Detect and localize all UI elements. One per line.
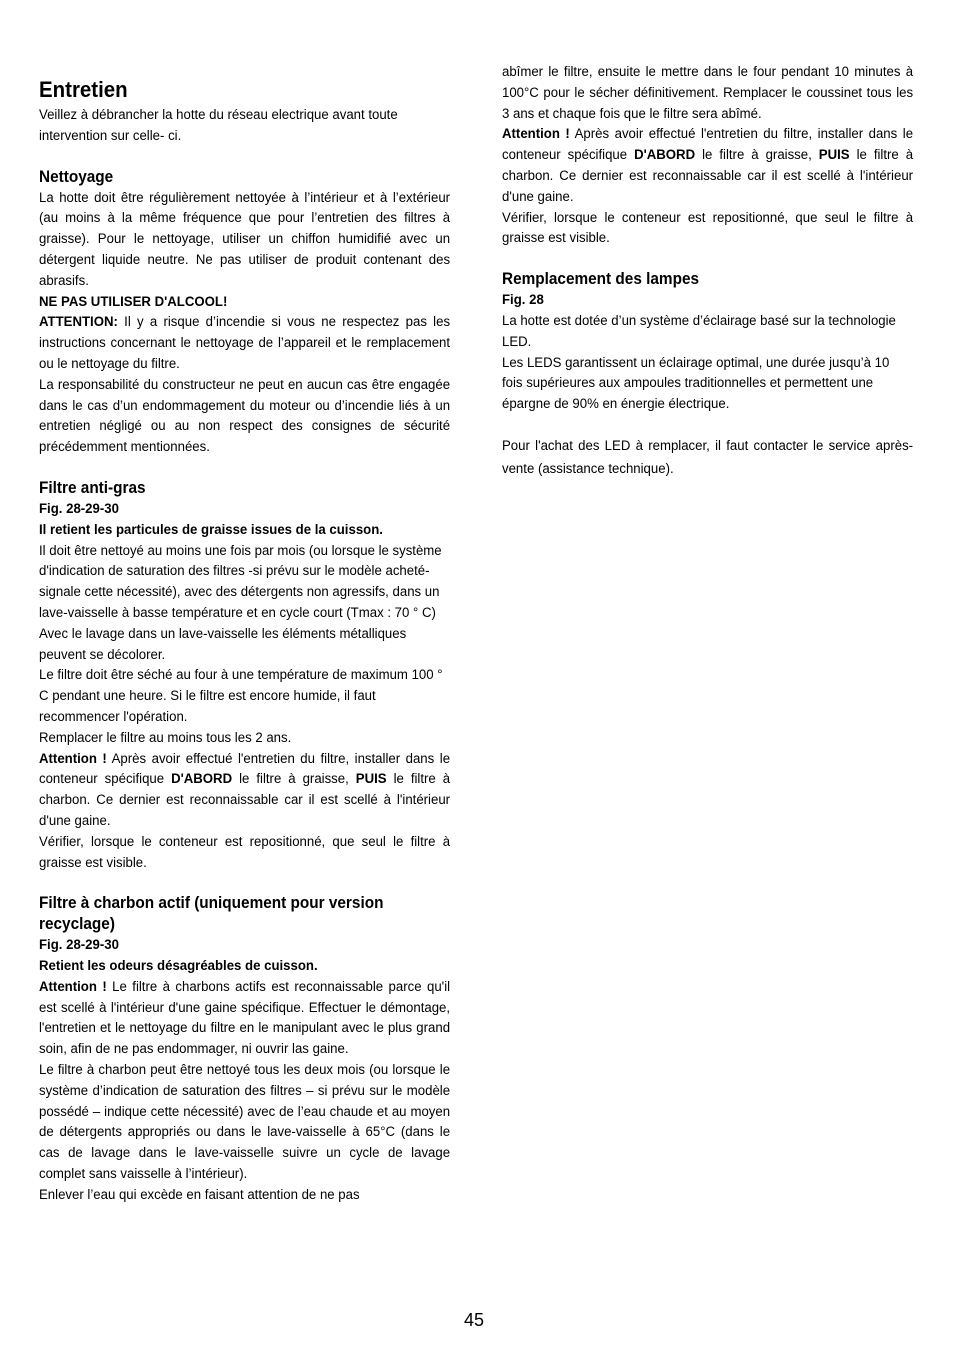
- filtre-charbon-attention: [502, 124, 913, 207]
- filtre-gras-paragraph: Vérifier, lorsque le conteneur est repositionné, que seul le filtre à graisse est visible.: [39, 833, 451, 871]
- attention-text: Le filtre à charbons actifs est reconnaissable parce qu'il est scellé à l'intérieur d'une gaine spécifique. Effectuer le démontage, l'entretien et le nettoyage du filtre en le manipulant avec le plus grand soin, afin de ne pas endommager, ni ouvrir las gaine.: [39, 978, 451, 1058]
- filtre-gras-paragraph: Remplacer le filtre au moins tous les 2 ans.: [39, 729, 292, 746]
- lampes-paragraph: Pour l'achat des LED à remplacer, il faut contacter le service après-vente (assistance technique).: [502, 437, 914, 477]
- filtre-gras-attention: [39, 749, 450, 832]
- responsibility-paragraph: La responsabilité du constructeur ne peut en aucun cas être engagée dans le cas d’un endommagement du moteur ou d’incendie liés à un entretien négligé ou au non respect des consignes de sécurité précédemment mentionnées.: [39, 376, 451, 456]
- lampes-paragraph: La hotte est dotée d’un système d’éclairage basé sur la technologie LED.: [502, 312, 896, 350]
- heading-filtre-anti-gras: Filtre anti-gras: [39, 478, 146, 497]
- filtre-charbon-paragraph: Le filtre à charbon peut être nettoyé tous les deux mois (ou lorsque le système d’indication de saturation des filtres – si prévu sur le modèle possédé – indique cette nécessité) avec de l’eau chaude et au moyen de détergents appropriés ou dans le lave-vaisselle à 65°C (dans le cas de lavage dans le lave-vaisselle suivre un cycle de lavage complet sans vaisselle à l’intérieur).: [39, 1062, 451, 1183]
- attention-text: le filtre à charbon. Ce dernier est reconnaissable car il est scellé à l'intérieur d'une gaine.: [39, 771, 451, 829]
- filtre-charbon-paragraph: Enlever l’eau qui excède en faisant attention de ne pas: [39, 1186, 360, 1203]
- fig-reference: Fig. 28-29-30: [39, 937, 119, 954]
- nettoyage-paragraph: La hotte doit être régulièrement nettoyée à l’intérieur et à l’extérieur (au moins à la même fréquence que pour l’entretien des filtres à graisse). Pour le nettoyage, utiliser un chiffon humidifié avec un détergent liquide neutre. Ne pas utiliser de produit contenant des abrasifs.: [39, 189, 451, 289]
- emphasis-dabord: D'ABORD: [171, 771, 233, 788]
- filtre-gras-intro: Il retient les particules de graisse issues de la cuisson.: [39, 521, 383, 538]
- page-title: Entretien: [39, 77, 128, 102]
- left-column: [39, 77, 450, 1206]
- attention-text: Après avoir effectué l'entretien du filtre, installer dans le conteneur spécifique: [39, 750, 451, 788]
- heading-remplacement-lampes: Remplacement des lampes: [502, 270, 700, 289]
- lampes-paragraph: Les LEDS garantissent un éclairage optimal, une durée jusqu’à 10 fois supérieures aux ampoules traditionnelles et permettent une épargne de 90% en énergie électrique.: [502, 354, 890, 413]
- filtre-gras-paragraph: Avec le lavage dans un lave-vaisselle les éléments métalliques peuvent se décolorer.: [39, 625, 407, 663]
- emphasis-puis: PUIS: [818, 147, 850, 164]
- filtre-gras-paragraph: Il doit être nettoyé au moins une fois par mois (ou lorsque le système d'indication de saturation des filtres -si prévu sur le modèle acheté- signale cette nécessité), avec des détergents non agressifs, dans un lave-vaisselle à basse température et en cycle court (Tmax : 70 ° C): [39, 542, 442, 621]
- right-column: [502, 62, 913, 481]
- attention-text: Après avoir effectué l'entretien du filtre, installer dans le conteneur spécifique: [502, 126, 914, 164]
- heading-filtre-charbon: Filtre à charbon actif (uniquement pour version recyclage): [39, 894, 384, 934]
- attention-label: Attention !: [39, 750, 107, 767]
- filtre-charbon-continued: abîmer le filtre, ensuite le mettre dans le four pendant 10 minutes à 100°C pour le sécher définitivement. Remplacer le coussinet tous les 3 ans et chaque fois que le filtre sera abîmé.: [502, 64, 914, 122]
- alcohol-warning: NE PAS UTILISER D'ALCOOL!: [39, 293, 228, 310]
- attention-label: Attention !: [39, 978, 107, 995]
- filtre-charbon-intro: Retient les odeurs désagréables de cuisson.: [39, 958, 318, 975]
- attention-text: le filtre à graisse,: [232, 771, 356, 788]
- filtre-charbon-paragraph: Vérifier, lorsque le conteneur est repositionné, que seul le filtre à graisse est visible.: [502, 209, 914, 247]
- filtre-charbon-attention: [39, 977, 450, 1060]
- attention-text: le filtre à graisse,: [695, 147, 819, 164]
- fig-reference: Fig. 28-29-30: [39, 500, 119, 517]
- page-number: 45: [464, 1310, 485, 1330]
- attention-text: Il y a risque d’incendie si vous ne respectez pas les instructions concernant le nettoyage de l’appareil et le remplacement ou le nettoyage du filtre.: [39, 314, 451, 372]
- fig-reference: Fig. 28: [502, 292, 544, 309]
- intro-paragraph: Veillez à débrancher la hotte du réseau electrique avant toute intervention sur celle- ci.: [39, 107, 398, 144]
- filtre-gras-paragraph: Le filtre doit être séché au four à une température de maximum 100 ° C pendant une heure. Si le filtre est encore humide, il faut recommencer l'opération.: [39, 667, 443, 725]
- heading-nettoyage: Nettoyage: [39, 167, 114, 186]
- emphasis-puis: PUIS: [355, 771, 387, 788]
- attention-text: le filtre à charbon. Ce dernier est reconnaissable car il est scellé à l'intérieur d'une gaine.: [502, 147, 914, 205]
- nettoyage-attention: [39, 312, 450, 374]
- attention-label: ATTENTION:: [39, 314, 118, 331]
- emphasis-dabord: D'ABORD: [634, 147, 696, 164]
- attention-label: Attention !: [502, 126, 570, 143]
